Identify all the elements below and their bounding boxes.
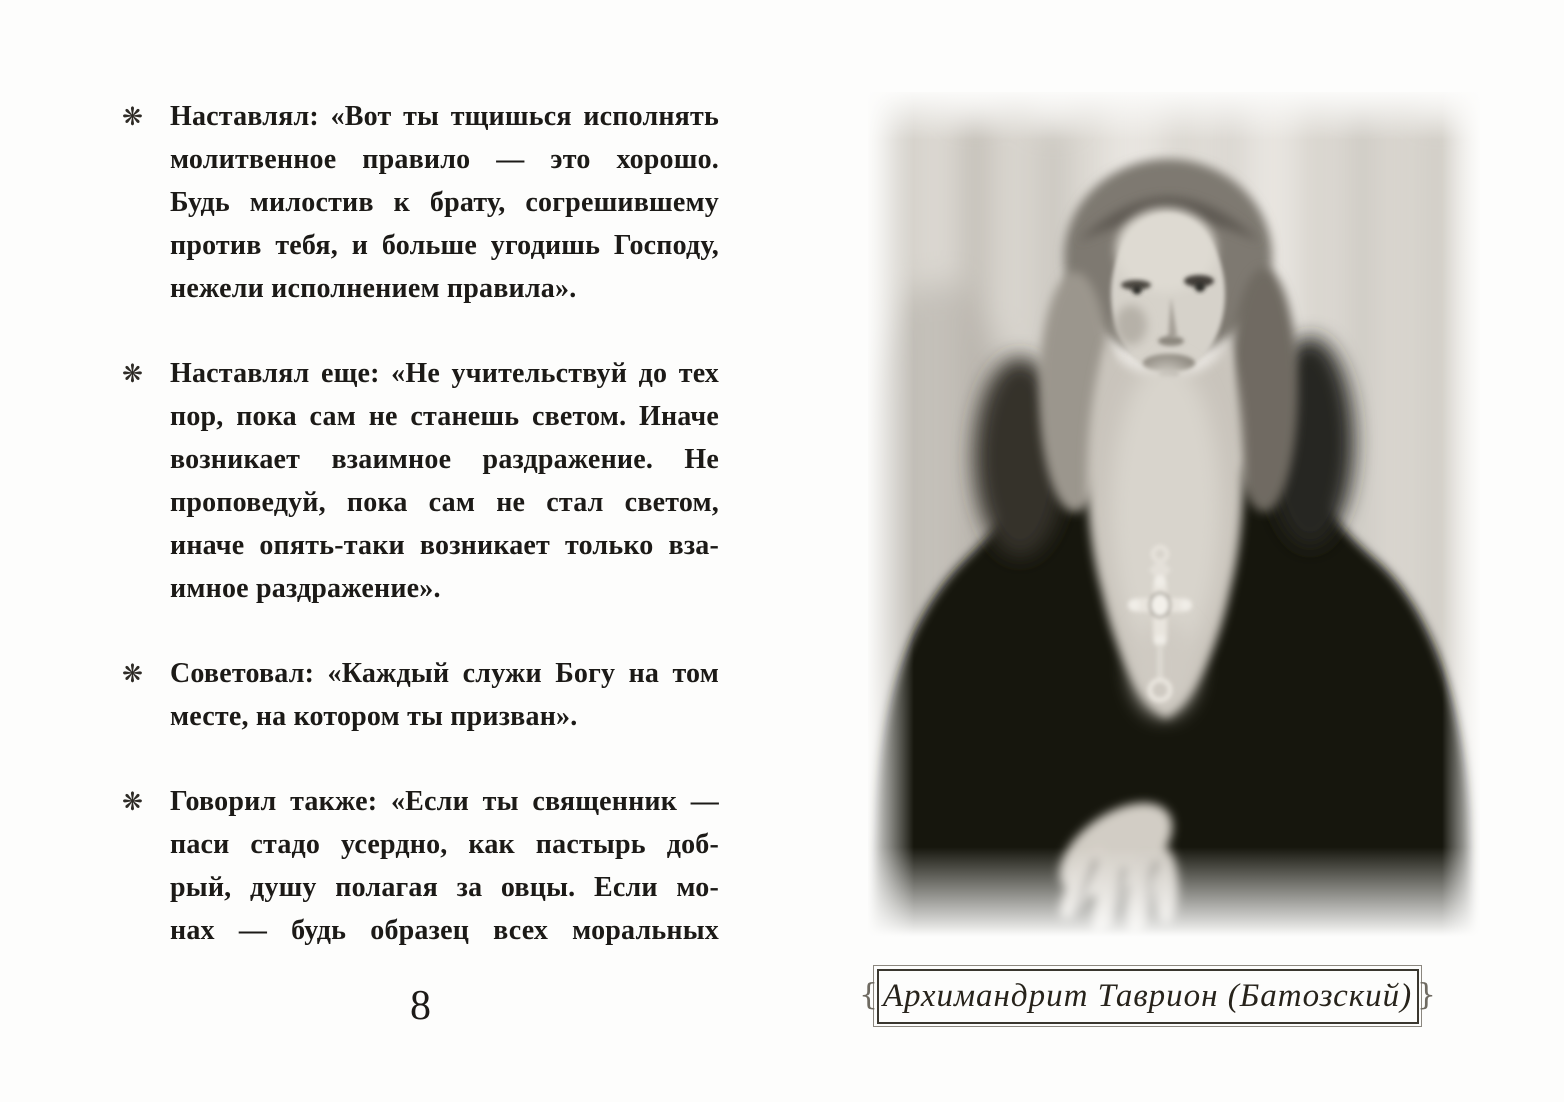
rosette-ornament-icon: ❋ bbox=[122, 359, 143, 388]
paragraph-list bbox=[122, 95, 719, 952]
paragraph-lines bbox=[170, 95, 719, 310]
text-line: пор, пока сам не станешь светом. Иначе bbox=[170, 401, 719, 432]
text-line: имное раздражение». bbox=[170, 573, 441, 604]
text-line: проповедуй, пока сам не стал светом, bbox=[170, 487, 719, 518]
text-line: месте, на котором ты призван». bbox=[170, 701, 578, 732]
page-number: 8 bbox=[410, 983, 431, 1029]
text-line: Будь милостив к брату, согрешившему bbox=[170, 187, 719, 218]
text-line: Говорил также: «Если ты священник — bbox=[170, 786, 719, 817]
paragraph bbox=[122, 652, 719, 738]
text-line: нах — будь образец всех моральных bbox=[170, 915, 719, 946]
frame-flourish-right-icon: } bbox=[1416, 977, 1436, 1013]
caption-frame bbox=[859, 965, 1436, 1027]
text-line: нежели исполнением правила». bbox=[170, 273, 577, 304]
frame-flourish-left-icon: { bbox=[859, 977, 879, 1013]
paragraph-lines bbox=[170, 652, 719, 738]
rosette-ornament-icon: ❋ bbox=[122, 787, 143, 816]
text-line: рый, душу полагая за овцы. Если мо- bbox=[170, 872, 719, 903]
text-line: против тебя, и больше угодишь Господу, bbox=[170, 230, 719, 261]
text-line: Советовал: «Каждый служи Богу на том bbox=[170, 658, 719, 689]
rosette-ornament-icon: ❋ bbox=[122, 659, 143, 688]
text-line: Наставлял: «Вот ты тщишься исполнять bbox=[170, 101, 719, 132]
text-line: иначе опять-таки возникает только вза- bbox=[170, 530, 719, 561]
text-line: возникает взаимное раздражение. Не bbox=[170, 444, 719, 475]
text-line: Наставлял еще: «Не учительствуй до тех bbox=[170, 358, 719, 389]
caption-frame-inner-border bbox=[877, 969, 1419, 1024]
paragraph bbox=[122, 352, 719, 610]
portrait-photo-monk bbox=[868, 92, 1480, 937]
text-line: молитвенное правило — это хорошо. bbox=[170, 144, 719, 175]
rosette-ornament-icon: ❋ bbox=[122, 102, 143, 131]
paragraph bbox=[122, 780, 719, 952]
portrait-photo-svg bbox=[868, 92, 1480, 937]
left-page-text-block bbox=[122, 95, 719, 994]
paragraph-lines bbox=[170, 352, 719, 610]
paragraph bbox=[122, 95, 719, 310]
paragraph-lines bbox=[170, 780, 719, 952]
text-line: паси стадо усердно, как пастырь доб- bbox=[170, 829, 719, 860]
photo-caption: Архимандрит Таврион (Батозский) bbox=[882, 977, 1413, 1014]
